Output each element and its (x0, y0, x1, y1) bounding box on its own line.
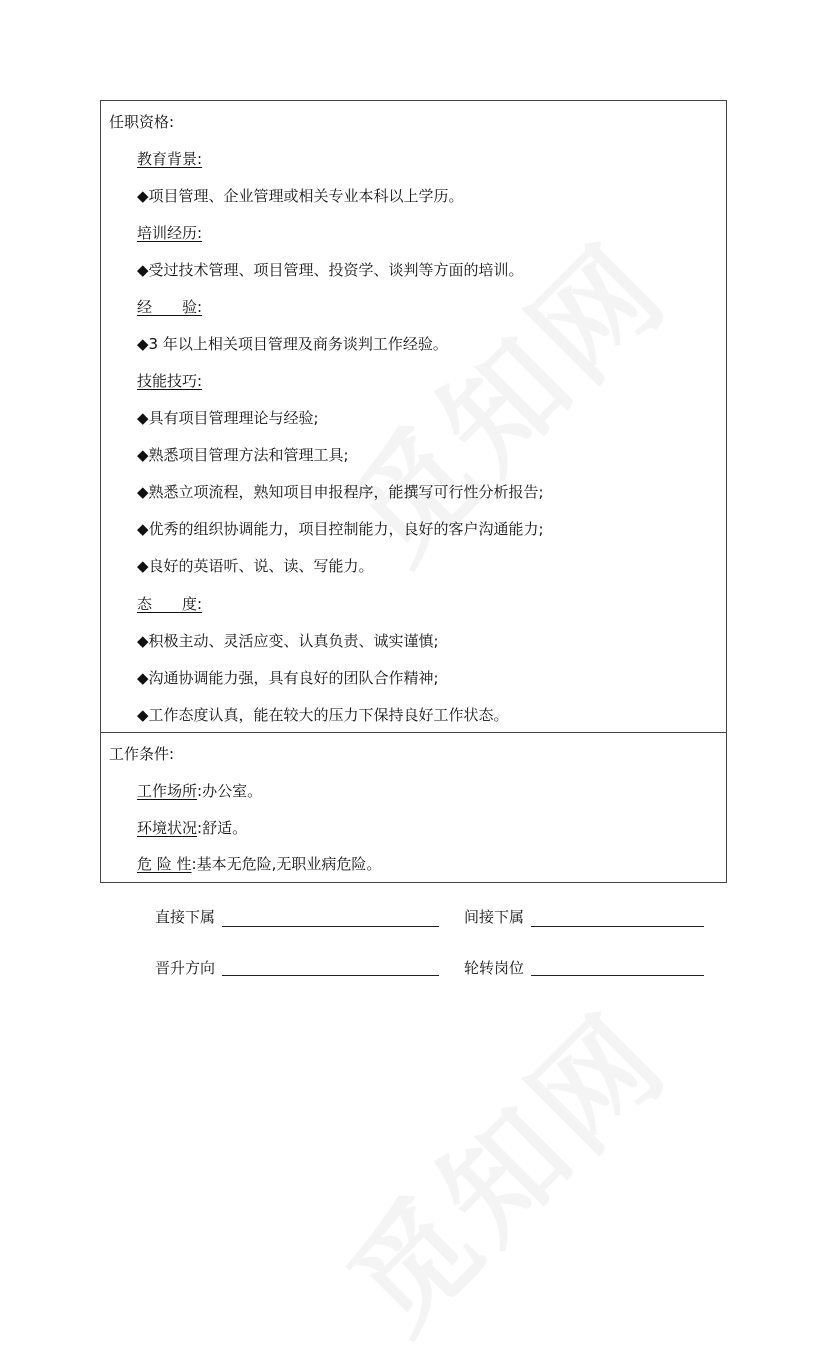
rotation-position-label: 轮转岗位 (464, 959, 525, 977)
attitude-item: ◆积极主动、灵活应变、认真负责、诚实谨慎; (137, 632, 439, 650)
skills-item: ◆具有项目管理理论与经验; (137, 409, 319, 427)
skills-item: ◆优秀的组织协调能力，项目控制能力，良好的客户沟通能力; (137, 520, 544, 538)
environment-label: 环境状况 (137, 819, 198, 837)
training-item: ◆受过技术管理、项目管理、投资学、谈判等方面的培训。 (137, 261, 524, 279)
attitude-heading: 态 度: (137, 595, 203, 613)
hazard-value: :基本无危险,无职业病危险。 (191, 855, 382, 873)
environment-value: :舒适。 (197, 819, 248, 837)
attitude-item: ◆工作态度认真，能在较大的压力下保持良好工作状态。 (137, 706, 509, 724)
environment-row (137, 817, 247, 838)
skills-item: ◆熟悉立项流程，熟知项目申报程序，能撰写可行性分析报告; (137, 483, 544, 501)
education-item: ◆项目管理、企业管理或相关专业本科以上学历。 (137, 187, 464, 205)
experience-heading: 经 验: (137, 298, 203, 316)
workplace-value: :办公室。 (197, 782, 263, 800)
skills-heading: 技能技巧: (137, 372, 203, 390)
indirect-subordinate-blank[interactable] (531, 926, 704, 927)
workplace-row (137, 780, 262, 801)
training-heading: 培训经历: (137, 224, 203, 242)
promotion-path-blank[interactable] (222, 975, 439, 976)
attitude-item: ◆沟通协调能力强，具有良好的团队合作精神; (137, 669, 439, 687)
hazard-row (137, 853, 381, 874)
hazard-label: 危 险 性 (137, 855, 192, 873)
experience-item: ◆3 年以上相关项目管理及商务谈判工作经验。 (137, 335, 448, 353)
qualifications-title: 任职资格: (109, 113, 175, 131)
qualifications-section (100, 100, 727, 733)
skills-item: ◆熟悉项目管理方法和管理工具; (137, 446, 349, 464)
direct-subordinate-blank[interactable] (222, 926, 439, 927)
conditions-title: 工作条件: (109, 745, 175, 763)
skills-item: ◆良好的英语听、说、读、写能力。 (137, 557, 374, 575)
watermark (305, 969, 698, 1362)
promotion-path-label: 晋升方向 (155, 959, 216, 977)
conditions-section (100, 732, 727, 883)
indirect-subordinate-label: 间接下属 (464, 908, 525, 926)
workplace-label: 工作场所 (137, 782, 198, 800)
rotation-position-blank[interactable] (531, 975, 704, 976)
direct-subordinate-label: 直接下属 (155, 908, 216, 926)
education-heading: 教育背景: (137, 150, 203, 168)
